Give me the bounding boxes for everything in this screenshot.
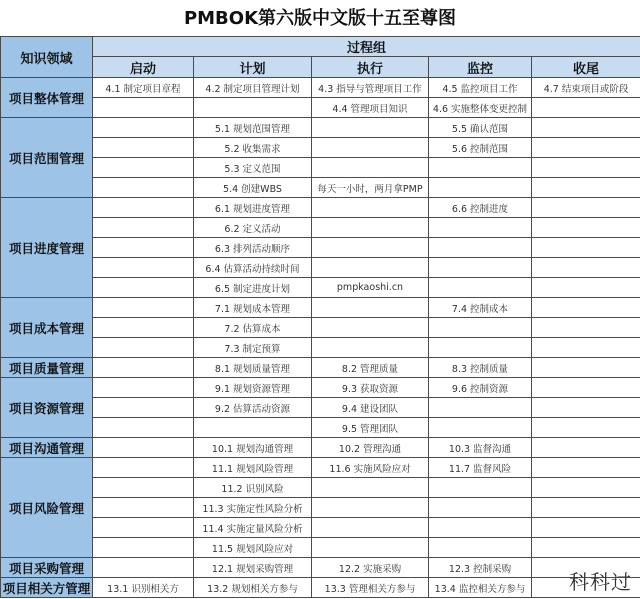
- knowledge-area-header: 知识领域: [1, 37, 93, 78]
- process-cell: [429, 398, 532, 418]
- process-cell: 4.4 管理项目知识: [312, 98, 429, 118]
- table-row: [1, 418, 640, 438]
- process-cell: 7.4 控制成本: [429, 298, 532, 318]
- process-cell: 8.1 规划质量管理: [194, 358, 312, 378]
- process-cell: [93, 458, 194, 478]
- process-cell: [429, 518, 532, 538]
- process-cell: 10.2 管理沟通: [312, 438, 429, 458]
- knowledge-area-quality: 项目质量管理: [1, 358, 93, 378]
- process-cell: [429, 278, 532, 298]
- process-cell: [429, 498, 532, 518]
- process-cell: 12.2 实施采购: [312, 558, 429, 578]
- process-cell: [532, 518, 640, 538]
- process-cell: [532, 178, 640, 198]
- process-cell: [93, 498, 194, 518]
- phase-header-closing: 收尾: [532, 57, 640, 78]
- process-cell: [312, 138, 429, 158]
- process-group-header: 过程组: [93, 37, 640, 57]
- process-cell: [93, 218, 194, 238]
- process-cell: [532, 138, 640, 158]
- process-cell: [312, 478, 429, 498]
- process-cell: [532, 498, 640, 518]
- process-cell: [532, 298, 640, 318]
- process-cell: 13.4 监控相关方参与: [429, 578, 532, 598]
- phase-header-executing: 执行: [312, 57, 429, 78]
- process-cell: 4.7 结束项目或阶段: [532, 78, 640, 98]
- process-cell: [429, 158, 532, 178]
- process-cell: [312, 538, 429, 558]
- process-cell: [93, 98, 194, 118]
- process-cell: 8.2 管理质量: [312, 358, 429, 378]
- knowledge-area-stakeholder: 项目相关方管理: [1, 578, 93, 598]
- table-row: [1, 378, 640, 398]
- process-cell: 11.1 规划风险管理: [194, 458, 312, 478]
- process-cell: [429, 238, 532, 258]
- process-cell: 7.1 规划成本管理: [194, 298, 312, 318]
- table-row: [1, 338, 640, 358]
- process-cell: [93, 338, 194, 358]
- process-cell: 9.6 控制资源: [429, 378, 532, 398]
- process-cell: [532, 438, 640, 458]
- process-cell: [429, 258, 532, 278]
- table-row: [1, 578, 640, 598]
- process-cell: [194, 418, 312, 438]
- process-cell: [429, 418, 532, 438]
- process-cell: [312, 218, 429, 238]
- table-row: [1, 298, 640, 318]
- process-cell: [532, 338, 640, 358]
- knowledge-area-scope: 项目范围管理: [1, 118, 93, 198]
- process-cell: [429, 178, 532, 198]
- process-matrix-table: [0, 36, 640, 598]
- process-cell: [532, 238, 640, 258]
- process-cell: 5.3 定义范围: [194, 158, 312, 178]
- process-cell: 6.5 制定进度计划: [194, 278, 312, 298]
- process-cell: 每天一小时，两月拿PMP: [312, 178, 429, 198]
- process-cell: 4.1 制定项目章程: [93, 78, 194, 98]
- process-cell: 5.5 确认范围: [429, 118, 532, 138]
- process-cell: 11.2 识别风险: [194, 478, 312, 498]
- knowledge-area-cost: 项目成本管理: [1, 298, 93, 358]
- phase-header-monitoring: 监控: [429, 57, 532, 78]
- process-cell: 4.3 指导与管理项目工作: [312, 78, 429, 98]
- table-row: [1, 438, 640, 458]
- table-row: [1, 198, 640, 218]
- process-cell: [312, 238, 429, 258]
- process-cell: [312, 518, 429, 538]
- process-cell: [532, 278, 640, 298]
- process-cell: [312, 158, 429, 178]
- process-cell: 5.4 创建WBS: [194, 178, 312, 198]
- process-cell: [93, 558, 194, 578]
- phase-header-planning: 计划: [194, 57, 312, 78]
- table-row: [1, 218, 640, 238]
- knowledge-area-communications: 项目沟通管理: [1, 438, 93, 458]
- process-cell: 7.3 制定预算: [194, 338, 312, 358]
- process-cell: 12.1 规划采购管理: [194, 558, 312, 578]
- process-cell: 10.1 规划沟通管理: [194, 438, 312, 458]
- process-cell: [194, 98, 312, 118]
- process-cell: 8.3 控制质量: [429, 358, 532, 378]
- process-cell: [93, 538, 194, 558]
- watermark: 科科过: [569, 570, 632, 594]
- process-cell: [93, 478, 194, 498]
- process-cell: 7.2 估算成本: [194, 318, 312, 338]
- process-cell: 4.6 实施整体变更控制: [429, 98, 532, 118]
- process-cell: 11.5 规划风险应对: [194, 538, 312, 558]
- page-title: PMBOK第六版中文版十五至尊图: [183, 8, 457, 29]
- table-row: [1, 358, 640, 378]
- process-cell: 11.6 实施风险应对: [312, 458, 429, 478]
- process-cell: [93, 238, 194, 258]
- table-row: [1, 398, 640, 418]
- process-cell: [93, 178, 194, 198]
- process-cell: [532, 198, 640, 218]
- process-cell: 13.2 规划相关方参与: [194, 578, 312, 598]
- process-cell: [429, 538, 532, 558]
- knowledge-area-schedule: 项目进度管理: [1, 198, 93, 298]
- process-cell: [532, 418, 640, 438]
- process-cell: 9.1 规划资源管理: [194, 378, 312, 398]
- process-cell: [93, 318, 194, 338]
- process-cell: [93, 278, 194, 298]
- process-cell: 4.5 监控项目工作: [429, 78, 532, 98]
- table-row: [1, 518, 640, 538]
- process-cell: [532, 538, 640, 558]
- process-cell: pmpkaoshi.cn: [312, 278, 429, 298]
- process-cell: [93, 118, 194, 138]
- process-cell: [532, 318, 640, 338]
- process-cell: [93, 298, 194, 318]
- process-cell: [312, 338, 429, 358]
- table-row: [1, 558, 640, 578]
- process-cell: [532, 358, 640, 378]
- knowledge-area-procurement: 项目采购管理: [1, 558, 93, 578]
- knowledge-area-integration: 项目整体管理: [1, 78, 93, 118]
- process-cell: 12.3 控制采购: [429, 558, 532, 578]
- process-cell: 11.3 实施定性风险分析: [194, 498, 312, 518]
- process-cell: [532, 98, 640, 118]
- process-cell: 6.4 估算活动持续时间: [194, 258, 312, 278]
- process-cell: [93, 418, 194, 438]
- phase-header-initiating: 启动: [93, 57, 194, 78]
- process-cell: [312, 498, 429, 518]
- table-row: [1, 278, 640, 298]
- process-cell: [312, 198, 429, 218]
- table-row: [1, 238, 640, 258]
- process-cell: 6.6 控制进度: [429, 198, 532, 218]
- process-cell: [93, 398, 194, 418]
- process-cell: [532, 478, 640, 498]
- process-cell: [93, 438, 194, 458]
- table-row: [1, 498, 640, 518]
- process-cell: [429, 478, 532, 498]
- table-row: [1, 158, 640, 178]
- process-cell: 9.5 管理团队: [312, 418, 429, 438]
- process-cell: 10.3 监督沟通: [429, 438, 532, 458]
- process-cell: 6.2 定义活动: [194, 218, 312, 238]
- process-cell: [429, 338, 532, 358]
- process-cell: 13.1 识别相关方: [93, 578, 194, 598]
- knowledge-area-risk: 项目风险管理: [1, 458, 93, 558]
- process-cell: [312, 298, 429, 318]
- process-cell: [532, 158, 640, 178]
- process-cell: [93, 358, 194, 378]
- matrix-body: [1, 78, 640, 598]
- process-cell: [93, 518, 194, 538]
- process-cell: 9.3 获取资源: [312, 378, 429, 398]
- table-row: [1, 118, 640, 138]
- process-cell: [93, 158, 194, 178]
- process-cell: 6.1 规划进度管理: [194, 198, 312, 218]
- process-cell: 6.3 排列活动顺序: [194, 238, 312, 258]
- process-cell: [93, 258, 194, 278]
- process-cell: [532, 118, 640, 138]
- process-cell: [312, 318, 429, 338]
- process-cell: [312, 258, 429, 278]
- table-row: [1, 458, 640, 478]
- process-cell: 9.4 建设团队: [312, 398, 429, 418]
- process-cell: [532, 378, 640, 398]
- table-row: [1, 478, 640, 498]
- process-cell: 11.4 实施定量风险分析: [194, 518, 312, 538]
- process-cell: 5.2 收集需求: [194, 138, 312, 158]
- process-cell: [532, 218, 640, 238]
- table-row: [1, 78, 640, 98]
- process-cell: [93, 138, 194, 158]
- table-row: [1, 98, 640, 118]
- table-row: [1, 538, 640, 558]
- process-cell: [93, 198, 194, 218]
- process-cell: [532, 258, 640, 278]
- process-cell: [312, 118, 429, 138]
- process-cell: 5.1 规划范围管理: [194, 118, 312, 138]
- process-cell: 13.3 管理相关方参与: [312, 578, 429, 598]
- table-row: [1, 138, 640, 158]
- process-cell: 4.2 制定项目管理计划: [194, 78, 312, 98]
- process-cell: [532, 458, 640, 478]
- process-cell: 5.6 控制范围: [429, 138, 532, 158]
- process-cell: 11.7 监督风险: [429, 458, 532, 478]
- process-cell: [429, 218, 532, 238]
- table-row: [1, 318, 640, 338]
- table-row: [1, 258, 640, 278]
- process-cell: 9.2 估算活动资源: [194, 398, 312, 418]
- process-cell: [93, 378, 194, 398]
- process-cell: [429, 318, 532, 338]
- process-cell: [532, 398, 640, 418]
- table-row: [1, 178, 640, 198]
- knowledge-area-resource: 项目资源管理: [1, 378, 93, 438]
